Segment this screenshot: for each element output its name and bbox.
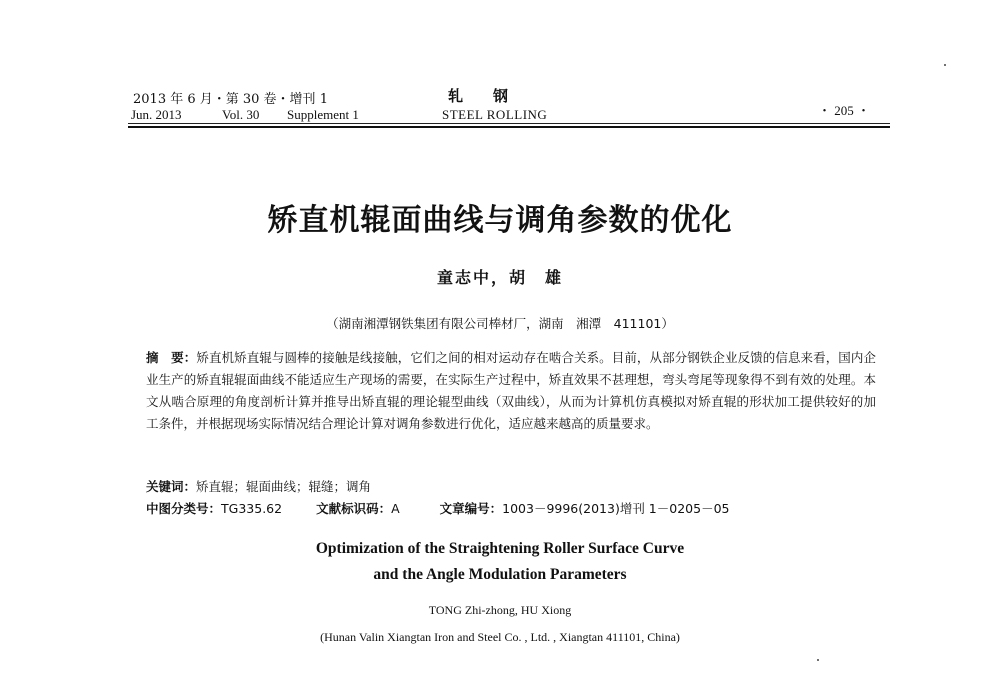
abstract-text: 矫直机矫直辊与圆棒的接触是线接触，它们之间的相对运动存在啮合关系。目前，从部分钢铁企业反馈的信息来看，国内企业生产的矫直辊辊面曲线不能适应生产现场的需要，在实际生产过程中，矫直效果不甚理想，弯头弯尾等现象得不到有效的处理。本文从啮合原理的角度剖析计算并推导出矫直辊的理论辊型曲线（双曲线），从而为计算机仿真模拟对矫直辊的形状加工提供较好的加工条件，并根据现场实际情况结合理论计算对调角参数进行优化，适应越来越高的质量要求。 [146, 350, 876, 431]
scan-speck [944, 64, 946, 66]
abstract-label: 摘 要： [146, 350, 197, 365]
scan-speck [817, 659, 819, 661]
article-number-value: 1003－9996(2013)增刊 1－0205－05 [502, 501, 730, 516]
journal-name-cn: 轧钢 [448, 87, 539, 105]
doc-code-value: A [391, 501, 400, 516]
keywords-line [146, 477, 371, 495]
clc-label: 中图分类号： [146, 501, 222, 516]
issue-supplement-en: Supplement 1 [287, 107, 359, 122]
article-title-cn: 矫直机辊面曲线与调角参数的优化 [267, 203, 733, 238]
header-rule-thin [128, 123, 890, 124]
authors-en: TONG Zhi-zhong, HU Xiong [428, 603, 572, 617]
affiliation-en: (Hunan Valin Xiangtan Iron and Steel Co. , Ltd. , Xiangtan 411101, China) [320, 630, 680, 644]
doc-code-label: 文献标识码： [316, 501, 392, 516]
keywords-text: 矫直辊；辊面曲线；辊缝；调角 [196, 479, 372, 494]
abstract-cn [146, 347, 876, 435]
issue-volume-en: Vol. 30 [222, 107, 260, 122]
issue-date-cn: 2013 年 6 月・第 30 卷・增刊 1 [133, 92, 328, 107]
journal-name-en: STEEL ROLLING [442, 107, 548, 122]
header-rule-thick [128, 126, 890, 128]
article-title-en-line2: and the Angle Modulation Parameters [373, 566, 627, 583]
clc-value: TG335.62 [221, 501, 283, 516]
affiliation-cn: （湖南湘潭钢铁集团有限公司棒材厂，湖南 湘潭 411101） [326, 316, 674, 331]
keywords-label: 关键词： [146, 479, 197, 494]
issue-date-en: Jun. 2013 [131, 107, 182, 122]
authors-cn: 童志中，胡 雄 [436, 268, 563, 287]
article-number-label: 文章编号： [439, 501, 503, 516]
page-number: ・ 205 ・ [818, 103, 871, 118]
classification-line [146, 499, 729, 517]
article-title-en-line1: Optimization of the Straightening Roller Surface Curve [315, 540, 685, 557]
